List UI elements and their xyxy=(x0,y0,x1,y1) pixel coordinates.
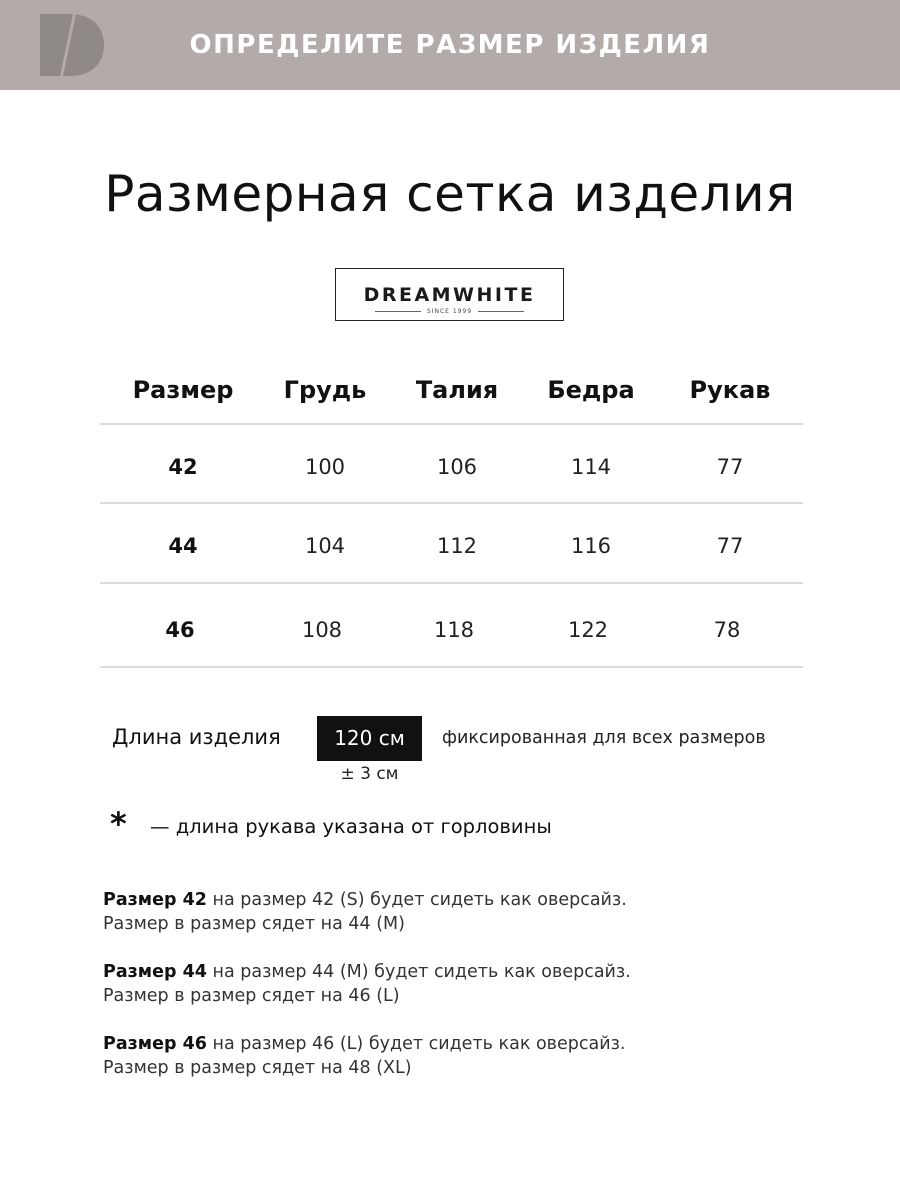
banner-title: ОПРЕДЕЛИТЕ РАЗМЕР ИЗДЕЛИЯ xyxy=(189,30,711,60)
header-size: Размер xyxy=(132,376,234,404)
header-banner xyxy=(0,0,900,90)
cell-hips: 122 xyxy=(567,618,609,642)
table-divider xyxy=(100,666,803,668)
length-note: фиксированная для всех размеров xyxy=(442,728,766,748)
fit-note-line xyxy=(103,1032,823,1056)
cell-size: 42 xyxy=(168,455,198,479)
fit-note-line: Размер в размер сядет на 48 (XL) xyxy=(103,1058,412,1078)
fit-note-text: на размер 42 (S) будет сидеть как оверсайз. xyxy=(206,890,627,910)
header-hips: Бедра xyxy=(547,376,635,404)
fit-note-text: на размер 44 (M) будет сидеть как оверсайз. xyxy=(206,962,631,982)
cell-chest: 108 xyxy=(301,618,343,642)
fit-note-size: Размер 44 xyxy=(103,962,207,982)
cell-chest: 100 xyxy=(304,455,346,479)
cell-waist: 112 xyxy=(436,534,478,558)
cell-size: 44 xyxy=(168,534,198,558)
sleeve-note: — длина рукава указана от горловины xyxy=(150,815,552,838)
brand-logo xyxy=(335,268,564,321)
asterisk-icon: * xyxy=(110,805,127,843)
brand-name: DREAMWHITE xyxy=(363,284,536,306)
table-divider xyxy=(100,582,803,584)
length-label: Длина изделия xyxy=(112,725,281,749)
cell-hips: 116 xyxy=(570,534,612,558)
fit-note-line: Размер в размер сядет на 46 (L) xyxy=(103,986,400,1006)
fit-note-line: Размер в размер сядет на 44 (M) xyxy=(103,914,405,934)
header-waist: Талия xyxy=(415,376,499,404)
brand-since: SINCE 1999 xyxy=(336,308,563,315)
cell-size: 46 xyxy=(165,618,195,642)
fit-note-line xyxy=(103,960,823,984)
cell-hips: 114 xyxy=(570,455,612,479)
fit-note xyxy=(103,960,823,1008)
cell-sleeve: 77 xyxy=(716,534,744,558)
page-title: Размерная сетка изделия xyxy=(104,165,796,223)
table-divider xyxy=(100,423,803,425)
header-chest: Грудь xyxy=(283,376,367,404)
length-value-badge: 120 см xyxy=(317,716,422,761)
cell-sleeve: 77 xyxy=(716,455,744,479)
fit-note xyxy=(103,888,823,936)
length-tolerance: ± 3 см xyxy=(340,764,399,784)
cell-waist: 106 xyxy=(436,455,478,479)
cell-chest: 104 xyxy=(304,534,346,558)
fit-note-size: Размер 42 xyxy=(103,890,207,910)
fit-note xyxy=(103,1032,823,1080)
cell-sleeve: 78 xyxy=(713,618,741,642)
cell-waist: 118 xyxy=(433,618,475,642)
fit-note-size: Размер 46 xyxy=(103,1034,207,1054)
fit-note-line xyxy=(103,888,823,912)
header-sleeve: Рукав xyxy=(689,376,771,404)
table-divider xyxy=(100,502,803,504)
fit-note-text: на размер 46 (L) будет сидеть как оверсайз. xyxy=(206,1034,626,1054)
